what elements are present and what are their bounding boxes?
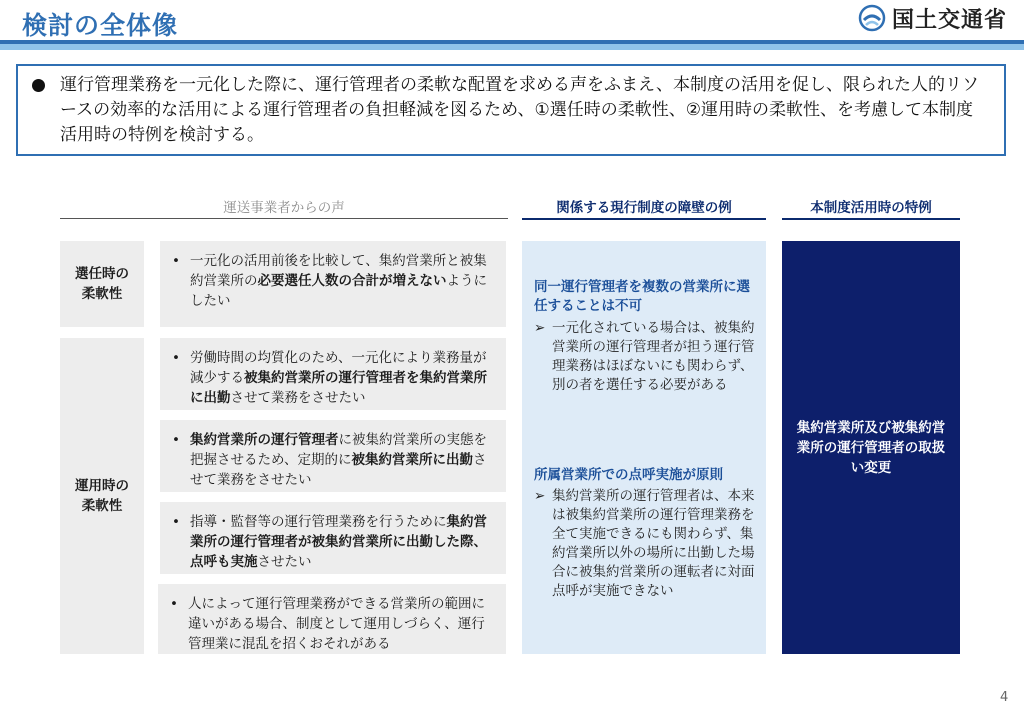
- voice-item: • 一元化の活用前後を比較して、集約営業所と被集約営業所の必要選任人数の合計が増えないようにしたい: [160, 241, 506, 327]
- column-header-special: 本制度活用時の特例: [810, 200, 932, 216]
- voice-item: • 集約営業所の運行管理者に被集約営業所の実態を把握させるため、定期的に被集約営業所に出勤させて業務をさせたい: [160, 420, 506, 492]
- bullet: •: [170, 596, 178, 612]
- page-number: 4: [1000, 690, 1009, 705]
- barrier-panel: [522, 241, 766, 654]
- page-title: 検討の全体像: [22, 11, 179, 40]
- summary-bullet-icon: [32, 79, 45, 92]
- category-operation: 運用時の柔軟性: [60, 338, 144, 654]
- summary-box: [16, 64, 1006, 156]
- voice-item: • 指導・監督等の運行管理業務を行うために集約営業所の運行管理者が被集約営業所に出勤した際、点呼も実施させたい: [160, 502, 506, 574]
- bullet: •: [172, 432, 180, 448]
- barrier-title: 所属営業所での点呼実施が原則: [534, 467, 723, 483]
- column-rule-special: [782, 218, 960, 220]
- mlit-emblem-icon: [858, 4, 886, 32]
- voice-item: • 労働時間の均質化のため、一元化により業務量が減少する被集約営業所の運行管理者を集約営業所に出勤させて業務をさせたい: [160, 338, 506, 410]
- special-measure-panel: [782, 241, 960, 654]
- bullet: •: [172, 514, 180, 530]
- special-measure-text: 集約営業所及び被集約営業所の運行管理者の取扱い変更: [796, 419, 946, 476]
- column-header-barriers: 関係する現行制度の障壁の例: [556, 200, 732, 216]
- voice-item: • 人によって運行管理業務ができる営業所の範囲に違いがある場合、制度として運用しづらく、運行管理業に混乱を招くおそれがある: [158, 584, 506, 654]
- bullet: •: [172, 253, 180, 269]
- header-rule-accent: [0, 44, 1024, 50]
- column-header-voices: 運送事業者からの声: [223, 200, 345, 216]
- column-rule-barriers: [522, 218, 766, 220]
- barrier-detail: ➢ 一元化されている場合は、被集約営業所の運行管理者が担う運行管理業務はほぼないにも関わらず、別の者を選任する必要がある: [534, 320, 755, 393]
- arrow-icon: ➢: [534, 320, 546, 336]
- logo-text: 国土交通省: [892, 7, 1008, 33]
- bullet: •: [172, 350, 180, 366]
- summary-text: 運行管理業務を一元化した際に、運行管理者の柔軟な配置を求める声をふまえ、本制度の活用を促し、限られた人的リソースの効率的な活用による運行管理者の負担軽減を図るため、①選任時の柔軟性、②運用時の柔軟性、を考慮して本制度活用時の特例を検討する。: [60, 75, 980, 145]
- ministry-logo: [858, 0, 1007, 36]
- barrier-detail: ➢ 集約営業所の運行管理者は、本来は被集約営業所の運行管理業務を全て実施できるにも関わらず、集約営業所以外の場所に出勤した場合に被集約営業所の運転者に対面点呼が実施できない: [534, 488, 755, 599]
- category-selection: 選任時の柔軟性: [60, 241, 144, 327]
- arrow-icon: ➢: [534, 488, 546, 504]
- barrier-title: 同一運行管理者を複数の営業所に選任することは不可: [534, 279, 750, 314]
- column-rule-voices: [60, 218, 508, 219]
